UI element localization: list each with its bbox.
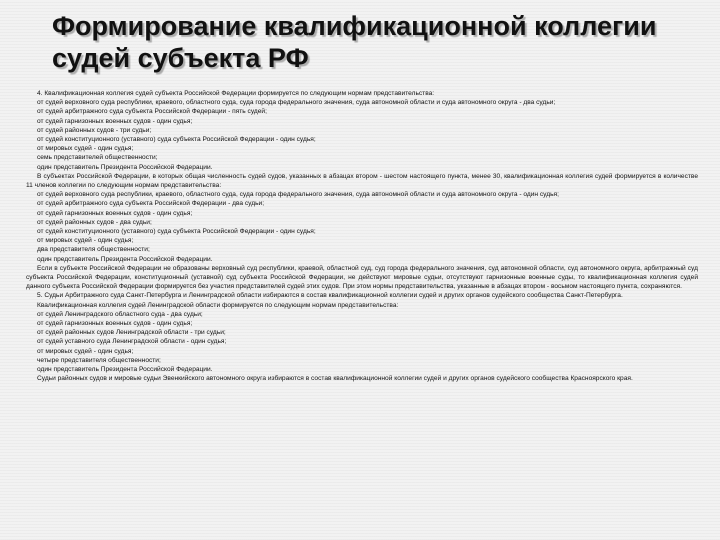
list-item: от судей конституционного (уставного) суда субъекта Российской Федерации - один судья;: [37, 136, 316, 144]
body-text: [26, 89, 698, 384]
list-item: от судей арбитражного суда субъекта Российской Федерации - пять судей;: [37, 108, 267, 116]
list-item: от мировых судей - один судья;: [37, 237, 134, 245]
list-item: от судей районных судов - три судьи;: [37, 126, 152, 134]
list-item: от судей гарнизонных военных судов - один судья;: [37, 209, 193, 217]
page-title: [52, 10, 692, 74]
list-item: один представитель Президента Российской Федерации.: [37, 163, 213, 171]
paragraph: Квалификационная коллегия судей Ленинградской области формируется по следующим нормам представительства:: [37, 301, 399, 309]
list-item: от судей районных судов - два судьи;: [37, 218, 152, 226]
list-item: от мировых судей - один судья;: [37, 347, 134, 355]
title-line-1: Формирование квалификационной коллегии: [52, 11, 657, 41]
list-item: семь представителей общественности;: [37, 154, 158, 162]
list-item: от судей арбитражного суда субъекта Российской Федерации - два судьи;: [37, 200, 265, 208]
list-item: от мировых судей - один судья;: [37, 145, 134, 153]
list-item: четыре представителя общественности;: [37, 356, 161, 364]
list-item: от судей конституционного (уставного) суда субъекта Российской Федерации - один судья;: [37, 228, 316, 236]
paragraph: 5. Судьи Арбитражного суда Санкт-Петербурга и Ленинградской области избираются в состав квалификационной коллегии судей и других органов судейского сообщества Санкт-Петербурга.: [37, 292, 623, 300]
paragraph: В субъектах Российской Федерации, в которых общая численность судей судов, указанных в абзацах втором - шестом настоящего пункта, менее 30, квалификационная коллегия судей формируется в количестве 11 членов коллегии по следующим нормам представительства:: [26, 172, 698, 190]
list-item: один представитель Президента Российской Федерации.: [37, 366, 213, 374]
list-item: от судей уставного суда Ленинградской области - один судья;: [37, 338, 227, 346]
list-item: от судей верховного суда республики, краевого, областного суда, суда города федерального значения, суда автономной области и суда автономного округа - два судьи;: [37, 99, 556, 107]
paragraph: Если в субъекте Российской Федерации не образованы верховный суд республики, краевой, областной суд, суд города федерального значения, суд автономной области, суд автономного округа, арбитражный суд субъекта Российской Федерации, конституционный (уставной) суд субъекта Российской Федерации, не действуют мировые судьи, отсутствуют гарнизонные военные суды, то квалификационная коллегия судей данного субъекта Российской Федерации формируется без участия представителей судей этих судов. При этом нормы представительства, указанные в абзацах втором - восьмом настоящего пункта, сохраняются.: [26, 264, 698, 291]
list-item: от судей верховного суда республики, краевого, областного суда, суда города федерального значения, суда автономной области и суда автономного округа - один судья;: [37, 191, 559, 199]
paragraph: 4. Квалификационная коллегия судей субъекта Российской Федерации формируется по следующим нормам представительства:: [37, 90, 435, 97]
title-line-2: судей субъекта РФ: [52, 43, 309, 73]
list-item: два представителя общественности;: [37, 246, 150, 254]
list-item: от судей Ленинградского областного суда - два судьи;: [37, 310, 203, 318]
list-item: от судей гарнизонных военных судов - один судья;: [37, 117, 193, 125]
paragraph: Судьи районных судов и мировые судьи Эвенкийского автономного округа избираются в состав квалификационной коллегии судей и других органов судейского сообщества Красноярского края.: [37, 375, 633, 383]
list-item: от судей районных судов Ленинградской области - три судьи;: [37, 329, 226, 337]
list-item: от судей гарнизонных военных судов - один судья;: [37, 320, 193, 328]
list-item: один представитель Президента Российской Федерации.: [37, 255, 213, 263]
